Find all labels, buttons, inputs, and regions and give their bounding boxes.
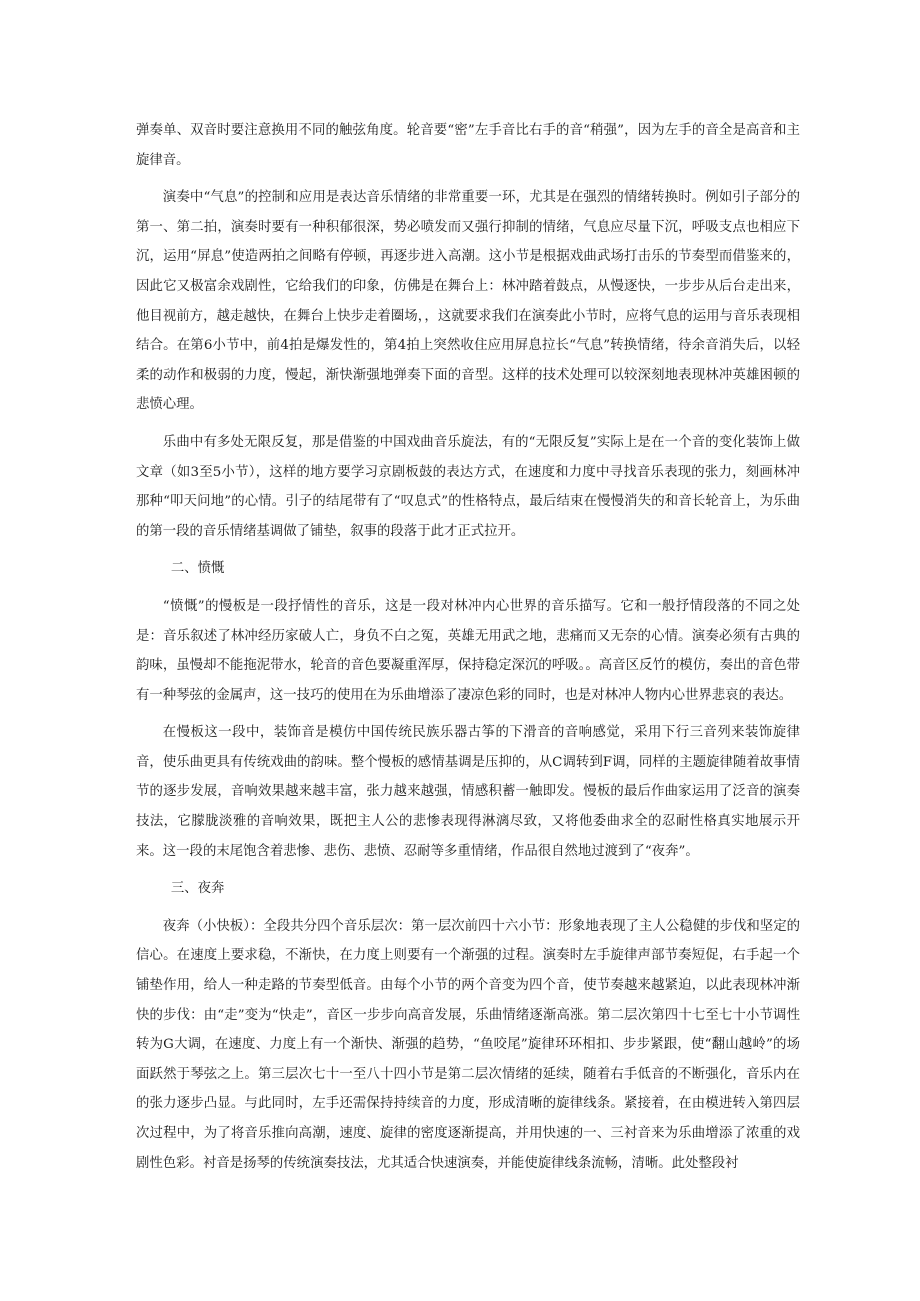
section-heading-indignation: 二、愤慨 bbox=[170, 561, 225, 577]
section-heading-night-run: 三、夜奔 bbox=[170, 881, 225, 897]
paragraph-ornaments: 在慢板这一段中，装饰音是模仿中国传统民族乐器古筝的下滑音的音响感觉，采用下行三音列来装饰旋律音，使乐曲更具有传统戏曲的韵味。整个慢板的感情基调是压抑的，从C调转到F调，同样的主题旋律随着故事情节的逐步发展，音响效果越来越丰富，张力越来越强，情感积蓄一触即发。慢板的最后作曲家运用了泛音的演奏技法，它朦胧淡雅的音响效果，既把主人公的悲惨表现得淋漓尽致，又将他委曲求全的忍耐性格真实地展示开来。这一段的末尾饱含着悲惨、悲伤、悲愤、忍耐等多重情绪，作品很自然地过渡到了“夜奔”。 bbox=[136, 725, 800, 859]
paragraph-night-run: 夜奔（小快板）：全段共分四个音乐层次：第一层次前四十六小节：形象地表现了主人公稳健的步伐和坚定的信心。在速度上要求稳，不渐快，在力度上则要有一个渐强的过程。演奏时左手旋律声部节奏短促，右手起一个铺垫作用，给人一种走路的节奏型低音。由每个小节的两个音变为四个音，使节奏越来越紧迫，以此表现林冲渐快的步伐：由“走”变为“快走”，音区一步步向高音发展，乐曲情绪逐渐高涨。第二层次第四十七至七十小节调性转为G大调，在速度、力度上有一个渐快、渐强的趋势，“鱼咬尾”旋律环环相扣、步步紧跟，使“翻山越岭”的场面跃然于琴弦之上。第三层次七十一至八十四小节是第二层次情绪的延续，随着右手低音的不断强化，音乐内在的张力逐步凸显。与此同时，左手还需保持持续音的力度，形成清晰的旋律线条。紧接着，在由模进转入第四层次过程中，为了将音乐推向高潮，速度、旋律的密度逐渐提高，并用快速的一、三衬音来为乐曲增添了浓重的戏剧性色彩。衬音是扬琴的传统演奏技法，尤其适合快速演奏，并能使旋律线条流畅，清晰。此处整段衬 bbox=[136, 918, 800, 1171]
paragraph-infinite-repeat: 乐曲中有多处无限反复，那是借鉴的中国戏曲音乐旋法，有的“无限反复”实际上是在一个音的变化装饰上做文章（如3至5小节），这样的地方要学习京剧板鼓的表达方式，在速度和力度中寻找音乐表现的张力，刻画林冲那种“叩天问地”的心情。引子的结尾带有了“叹息式”的性格特点，最后结束在慢慢消失的和音长轮音上，为乐曲的第一段的音乐情绪基调做了铺垫，叙事的段落于此才正式拉开。 bbox=[136, 434, 800, 539]
paragraph-breath-control: 演奏中“气息”的控制和应用是表达音乐情绪的非常重要一环，尤其是在强烈的情绪转换时。例如引子部分的第一、第二拍，演奏时要有一种积郁很深，势必喷发而又强行抑制的情绪，气息应尽量下沉，呼吸支点也相应下沉，运用“屏息”使造两拍之间略有停顿，再逐步进入高潮。这小节是根据戏曲武场打击乐的节奏型而借鉴来的，因此它又极富余戏剧性，它给我们的印象，仿佛是在舞台上：林冲踏着鼓点，从慢逐快，一步步从后台走出来，他目视前方，越走越快，在舞台上快步走着圈场，，这就要求我们在演奏此小节时，应将气息的运用与音乐表现相结合。在第6小节中，前4拍是爆发性的，第4拍上突然收住应用屏息拉长“气息”转换情绪，待余音消失后，以轻柔的动作和极弱的力度，慢起，渐快渐强地弹奏下面的音型。这样的技术处理可以较深刻地表现林冲英雄困顿的悲愤心理。 bbox=[136, 190, 800, 413]
paragraph-continuation: 弹奏单、双音时要注意换用不同的触弦角度。轮音要“密”左手音比右手的音“稍强”，因为左手的音全是高音和主旋律音。 bbox=[136, 123, 800, 168]
paragraph-indignation-adagio: “愤慨”的慢板是一段抒情性的音乐，这是一段对林冲内心世界的音乐描写。它和一般抒情段落的不同之处是：音乐叙述了林冲经历家破人亡，身负不白之冤，英雄无用武之地，悲痛而又无奈的心情。演奏必须有古典的韵味，虽慢却不能拖泥带水，轮音的音色要凝重浑厚，保持稳定深沉的呼吸。。高音区反竹的模仿，奏出的音色带有一种琴弦的金属声，这一技巧的使用在为乐曲增添了凄凉色彩的同时，也是对林冲人物内心世界悲哀的表达。 bbox=[136, 598, 800, 703]
